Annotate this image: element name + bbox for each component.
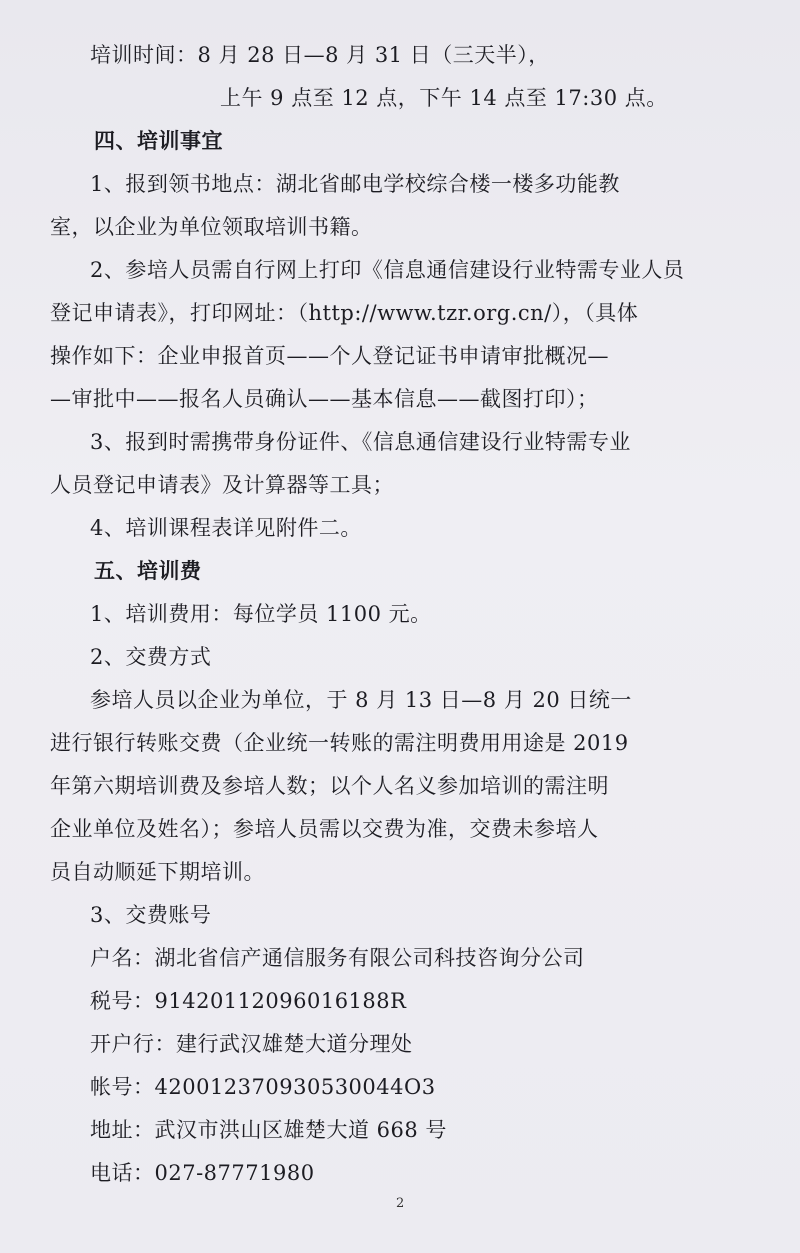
payment-paragraph-4: 企业单位及姓名）；参培人员需以交费为准，交费未参培人 bbox=[50, 817, 599, 841]
item-course-schedule: 4、培训课程表详见附件二。 bbox=[90, 516, 362, 540]
address: 地址：武汉市洪山区雄楚大道 668 号 bbox=[90, 1118, 447, 1142]
section-heading-training-fee: 五、培训费 bbox=[94, 559, 202, 583]
training-time-line: 培训时间：8 月 28 日—8 月 31 日（三天半）， bbox=[90, 43, 550, 67]
tax-number: 税号：91420112096016188R bbox=[90, 989, 407, 1013]
item-payment-method: 2、交费方式 bbox=[90, 645, 212, 669]
item-bring-documents: 3、报到时需携带身份证件、《信息通信建设行业特需专业 bbox=[90, 430, 631, 454]
item-print-form-cont-2: 操作如下：企业申报首页——个人登记证书申请审批概况— bbox=[50, 344, 609, 368]
item-print-form-cont-3: —审批中——报名人员确认——基本信息——截图打印）； bbox=[50, 387, 599, 411]
document-body bbox=[50, 34, 760, 1195]
payment-paragraph-5: 员自动顺延下期培训。 bbox=[50, 860, 265, 884]
payment-paragraph-2: 进行银行转账交费（企业统一转账的需注明费用用途是 2019 bbox=[50, 731, 629, 755]
item-fee-amount: 1、培训费用：每位学员 1100 元。 bbox=[90, 602, 432, 626]
item-print-form: 2、参培人员需自行网上打印《信息通信建设行业特需专业人员 bbox=[90, 258, 685, 282]
account-name: 户名：湖北省信产通信服务有限公司科技咨询分公司 bbox=[90, 946, 585, 970]
item-registration-location: 1、报到领书地点：湖北省邮电学校综合楼一楼多功能教 bbox=[90, 172, 620, 196]
phone: 电话：027-87771980 bbox=[90, 1161, 315, 1185]
bank-branch: 开户行：建行武汉雄楚大道分理处 bbox=[90, 1032, 413, 1056]
training-hours-line: 上午 9 点至 12 点，下午 14 点至 17:30 点。 bbox=[220, 86, 668, 110]
payment-paragraph-1: 参培人员以企业为单位，于 8 月 13 日—8 月 20 日统一 bbox=[90, 688, 632, 712]
item-bring-documents-cont: 人员登记申请表》及计算器等工具； bbox=[50, 473, 394, 497]
account-number: 帐号：420012370930530044O3 bbox=[90, 1075, 436, 1099]
item-print-form-cont-1: 登记申请表》，打印网址：（http://www.tzr.org.cn/），（具体 bbox=[50, 301, 639, 325]
item-registration-location-cont: 室，以企业为单位领取培训书籍。 bbox=[50, 215, 373, 239]
payment-paragraph-3: 年第六期培训费及参培人数；以个人名义参加培训的需注明 bbox=[50, 774, 609, 798]
item-payment-account: 3、交费账号 bbox=[90, 903, 212, 927]
page-number: 2 bbox=[396, 1196, 405, 1211]
section-heading-training-matters: 四、培训事宜 bbox=[94, 129, 223, 153]
